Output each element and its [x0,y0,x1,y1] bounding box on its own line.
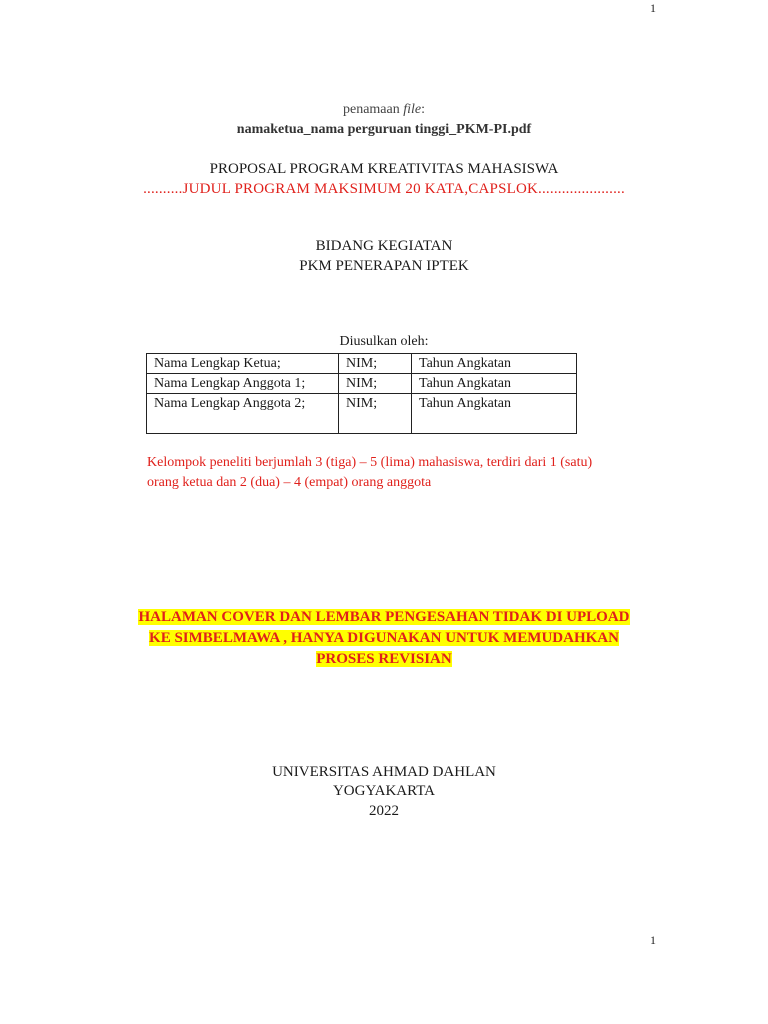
upload-notice-line3: PROSES REVISIAN [316,651,452,667]
group-note-line2: orang ketua dan 2 (dua) – 4 (empat) orang anggota [147,475,432,490]
table-cell-name: Nama Lengkap Anggota 2; [147,394,339,434]
institution-year: 2022 [369,803,399,819]
page-number-bottom: 1 [650,933,656,947]
table-cell-nim: NIM; [339,354,412,374]
table-cell-year: Tahun Angkatan [412,374,577,394]
file-naming-label-colon: : [421,102,426,117]
field-label: BIDANG KEGIATAN [315,238,453,254]
proposed-by-label: Diusulkan oleh: [339,334,429,349]
institution-city: YOGYAKARTA [332,783,436,799]
table-cell-year: Tahun Angkatan [412,354,577,374]
proposal-heading: PROPOSAL PROGRAM KREATIVITAS MAHASISWA [209,161,559,177]
table-row [147,394,577,434]
upload-notice-line2: KE SIMBELMAWA , HANYA DIGUNAKAN UNTUK MEMUDAHKAN [149,630,619,646]
field-value: PKM PENERAPAN IPTEK [299,258,469,274]
table-cell-year: Tahun Angkatan [412,394,577,434]
table-row [147,374,577,394]
file-naming-pattern: namaketua_nama perguruan tinggi_PKM-PI.pdf [236,122,532,137]
table-cell-nim: NIM; [339,394,412,434]
group-note-line1: Kelompok peneliti berjumlah 3 (tiga) – 5 (lima) mahasiswa, terdiri dari 1 (satu) [147,455,593,470]
file-naming-label-text: penamaan [342,102,404,117]
proposal-title-placeholder: ..........JUDUL PROGRAM MAKSIMUM 20 KATA,CAPSLOK...................... [143,181,625,197]
file-naming-label-italic: file [403,102,422,117]
upload-notice-line1: HALAMAN COVER DAN LEMBAR PENGESAHAN TIDAK DI UPLOAD [138,609,630,625]
table-cell-name: Nama Lengkap Anggota 1; [147,374,339,394]
institution-name: UNIVERSITAS AHMAD DAHLAN [272,764,496,780]
page-number-top: 1 [650,1,656,15]
members-table [146,353,577,434]
table-cell-name: Nama Lengkap Ketua; [147,354,339,374]
upload-notice [0,607,768,670]
table-row [147,354,577,374]
file-naming-label [0,102,768,118]
table-cell-nim: NIM; [339,374,412,394]
